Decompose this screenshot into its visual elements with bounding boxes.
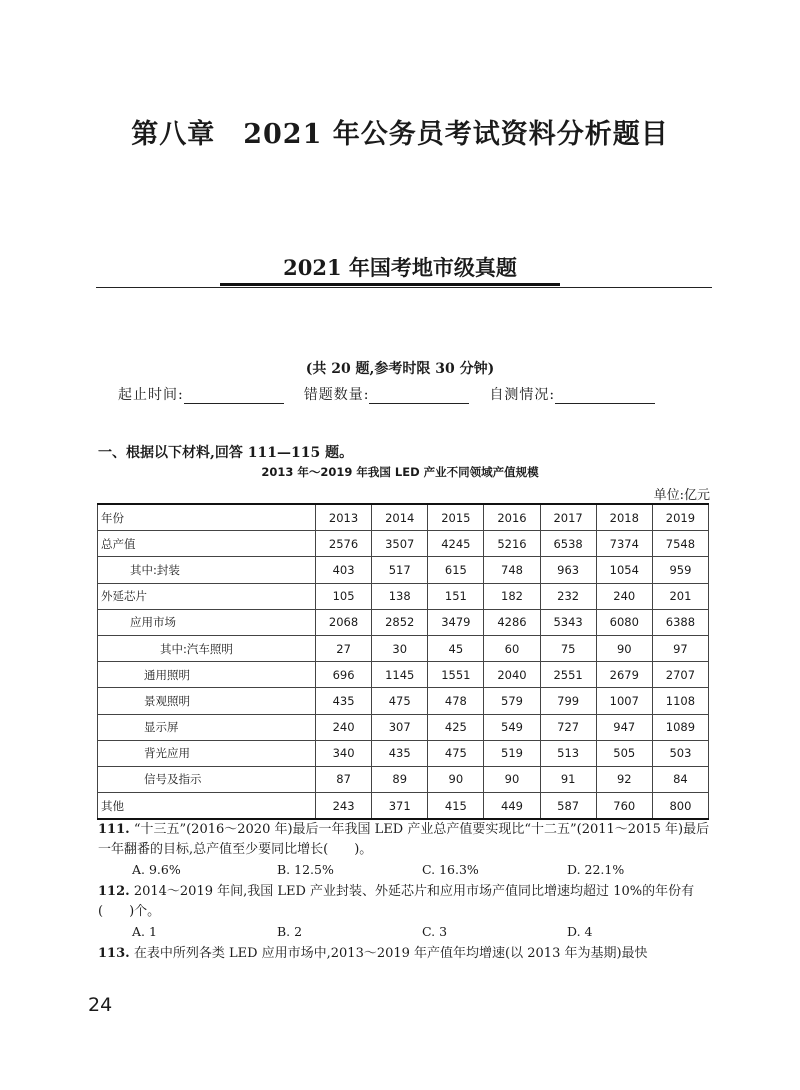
meta-wrong-count xyxy=(304,384,470,404)
value-cell: 475 xyxy=(372,688,428,714)
value-cell: 449 xyxy=(484,793,540,820)
question-text: 2014～2019 年间,我国 LED 产业封装、外延芯片和应用市场产值同比增速均超过 10%的年份有( )个。 xyxy=(98,884,695,919)
value-cell: 84 xyxy=(652,766,708,792)
option-c: C. 3 xyxy=(422,924,448,939)
value-cell: 92 xyxy=(596,766,652,792)
value-cell: 4245 xyxy=(428,531,484,557)
value-cell: 90 xyxy=(596,635,652,661)
value-cell: 549 xyxy=(484,714,540,740)
question-111-options xyxy=(132,862,712,877)
question-112 xyxy=(98,882,713,922)
value-cell: 947 xyxy=(596,714,652,740)
value-cell: 1108 xyxy=(652,688,708,714)
chapter-title: 第八章 2021 年公务员考试资料分析题目 xyxy=(131,119,669,150)
value-cell: 2040 xyxy=(484,662,540,688)
value-cell: 138 xyxy=(372,583,428,609)
question-number: 112. xyxy=(98,884,130,899)
header-year-cell: 2018 xyxy=(596,504,652,531)
value-cell: 87 xyxy=(316,766,372,792)
question-text: “十三五”(2016～2020 年)最后一年我国 LED 产业总产值要实现比“十二五”(2011～2015 年)最后一年翻番的目标,总产值至少要同比增长( )。 xyxy=(98,822,710,857)
value-cell: 97 xyxy=(652,635,708,661)
value-cell: 371 xyxy=(372,793,428,820)
value-cell: 615 xyxy=(428,557,484,583)
value-cell: 89 xyxy=(372,766,428,792)
value-cell: 30 xyxy=(372,635,428,661)
option-b: B. 12.5% xyxy=(277,862,334,877)
row-label-cell: 背光应用 xyxy=(98,740,316,766)
question-number: 111. xyxy=(98,822,130,837)
table-row xyxy=(98,793,709,820)
value-cell: 517 xyxy=(372,557,428,583)
value-cell: 963 xyxy=(540,557,596,583)
value-cell: 91 xyxy=(540,766,596,792)
value-cell: 519 xyxy=(484,740,540,766)
table-row xyxy=(98,740,709,766)
value-cell: 425 xyxy=(428,714,484,740)
table-title: 2013 年～2019 年我国 LED 产业不同领域产值规模 xyxy=(261,465,539,479)
header-year-cell: 2014 xyxy=(372,504,428,531)
value-cell: 1145 xyxy=(372,662,428,688)
value-cell: 1089 xyxy=(652,714,708,740)
value-cell: 2576 xyxy=(316,531,372,557)
meta-start-time-label: 起止时间: xyxy=(118,387,184,403)
table-row xyxy=(98,766,709,792)
value-cell: 1007 xyxy=(596,688,652,714)
value-cell: 90 xyxy=(484,766,540,792)
value-cell: 182 xyxy=(484,583,540,609)
data-table xyxy=(97,503,709,820)
value-cell: 475 xyxy=(428,740,484,766)
value-cell: 5216 xyxy=(484,531,540,557)
header-year-cell: 2019 xyxy=(652,504,708,531)
table-row xyxy=(98,557,709,583)
value-cell: 415 xyxy=(428,793,484,820)
question-number: 113. xyxy=(98,946,130,961)
table-row xyxy=(98,531,709,557)
value-cell: 748 xyxy=(484,557,540,583)
value-cell: 232 xyxy=(540,583,596,609)
value-cell: 240 xyxy=(596,583,652,609)
value-cell: 7374 xyxy=(596,531,652,557)
option-c: C. 16.3% xyxy=(422,862,479,877)
section-divider-thin xyxy=(96,287,712,288)
header-label-cell: 年份 xyxy=(98,504,316,531)
table-header-row xyxy=(98,504,709,531)
value-cell: 478 xyxy=(428,688,484,714)
table-row xyxy=(98,688,709,714)
value-cell: 6388 xyxy=(652,609,708,635)
value-cell: 45 xyxy=(428,635,484,661)
row-label-cell: 其中:封装 xyxy=(98,557,316,583)
row-label-cell: 外延芯片 xyxy=(98,583,316,609)
meta-row xyxy=(118,384,708,404)
row-label-cell: 应用市场 xyxy=(98,609,316,635)
value-cell: 2707 xyxy=(652,662,708,688)
value-cell: 1054 xyxy=(596,557,652,583)
section-title: 2021 年国考地市级真题 xyxy=(283,255,517,280)
table-row xyxy=(98,714,709,740)
value-cell: 340 xyxy=(316,740,372,766)
row-label-cell: 景观照明 xyxy=(98,688,316,714)
row-label-cell: 信号及指示 xyxy=(98,766,316,792)
value-cell: 505 xyxy=(596,740,652,766)
value-cell: 75 xyxy=(540,635,596,661)
option-d: D. 22.1% xyxy=(567,862,625,877)
value-cell: 1551 xyxy=(428,662,484,688)
option-a: A. 9.6% xyxy=(132,862,181,877)
subtitle: (共 20 题,参考时限 30 分钟) xyxy=(305,361,495,377)
section-divider-thick xyxy=(220,283,560,286)
question-111 xyxy=(98,820,713,860)
row-label-cell: 总产值 xyxy=(98,531,316,557)
meta-wrong-count-blank xyxy=(369,387,469,404)
header-year-cell: 2017 xyxy=(540,504,596,531)
value-cell: 2852 xyxy=(372,609,428,635)
value-cell: 7548 xyxy=(652,531,708,557)
value-cell: 579 xyxy=(484,688,540,714)
value-cell: 435 xyxy=(316,688,372,714)
value-cell: 587 xyxy=(540,793,596,820)
value-cell: 800 xyxy=(652,793,708,820)
value-cell: 60 xyxy=(484,635,540,661)
value-cell: 4286 xyxy=(484,609,540,635)
value-cell: 3479 xyxy=(428,609,484,635)
header-year-cell: 2015 xyxy=(428,504,484,531)
value-cell: 2679 xyxy=(596,662,652,688)
meta-start-time-blank xyxy=(184,387,284,404)
table-row xyxy=(98,583,709,609)
table-unit: 单位:亿元 xyxy=(653,488,710,503)
meta-start-time xyxy=(118,384,284,404)
table-row xyxy=(98,635,709,661)
row-label-cell: 其他 xyxy=(98,793,316,820)
value-cell: 799 xyxy=(540,688,596,714)
table-row xyxy=(98,609,709,635)
row-label-cell: 通用照明 xyxy=(98,662,316,688)
page-number: 24 xyxy=(88,994,113,1016)
option-a: A. 1 xyxy=(132,924,157,939)
table-row xyxy=(98,662,709,688)
value-cell: 151 xyxy=(428,583,484,609)
option-b: B. 2 xyxy=(277,924,303,939)
value-cell: 3507 xyxy=(372,531,428,557)
meta-self-check-blank xyxy=(555,387,655,404)
value-cell: 5343 xyxy=(540,609,596,635)
value-cell: 760 xyxy=(596,793,652,820)
value-cell: 90 xyxy=(428,766,484,792)
row-label-cell: 其中:汽车照明 xyxy=(98,635,316,661)
value-cell: 243 xyxy=(316,793,372,820)
value-cell: 27 xyxy=(316,635,372,661)
meta-self-check xyxy=(489,384,655,404)
option-d: D. 4 xyxy=(567,924,593,939)
value-cell: 959 xyxy=(652,557,708,583)
question-112-options xyxy=(132,924,712,939)
meta-wrong-count-label: 错题数量: xyxy=(303,387,370,403)
header-year-cell: 2013 xyxy=(316,504,372,531)
value-cell: 2068 xyxy=(316,609,372,635)
value-cell: 435 xyxy=(372,740,428,766)
value-cell: 2551 xyxy=(540,662,596,688)
value-cell: 307 xyxy=(372,714,428,740)
value-cell: 105 xyxy=(316,583,372,609)
meta-self-check-label: 自测情况: xyxy=(489,387,556,403)
value-cell: 696 xyxy=(316,662,372,688)
question-113 xyxy=(98,944,713,964)
value-cell: 503 xyxy=(652,740,708,766)
value-cell: 240 xyxy=(316,714,372,740)
header-year-cell: 2016 xyxy=(484,504,540,531)
value-cell: 403 xyxy=(316,557,372,583)
value-cell: 201 xyxy=(652,583,708,609)
value-cell: 727 xyxy=(540,714,596,740)
value-cell: 6538 xyxy=(540,531,596,557)
material-intro: 一、根据以下材料,回答 111—115 题。 xyxy=(98,445,354,461)
value-cell: 513 xyxy=(540,740,596,766)
row-label-cell: 显示屏 xyxy=(98,714,316,740)
value-cell: 6080 xyxy=(596,609,652,635)
question-text: 在表中所列各类 LED 应用市场中,2013～2019 年产值年均增速(以 2013 年为基期)最快 xyxy=(133,946,648,961)
